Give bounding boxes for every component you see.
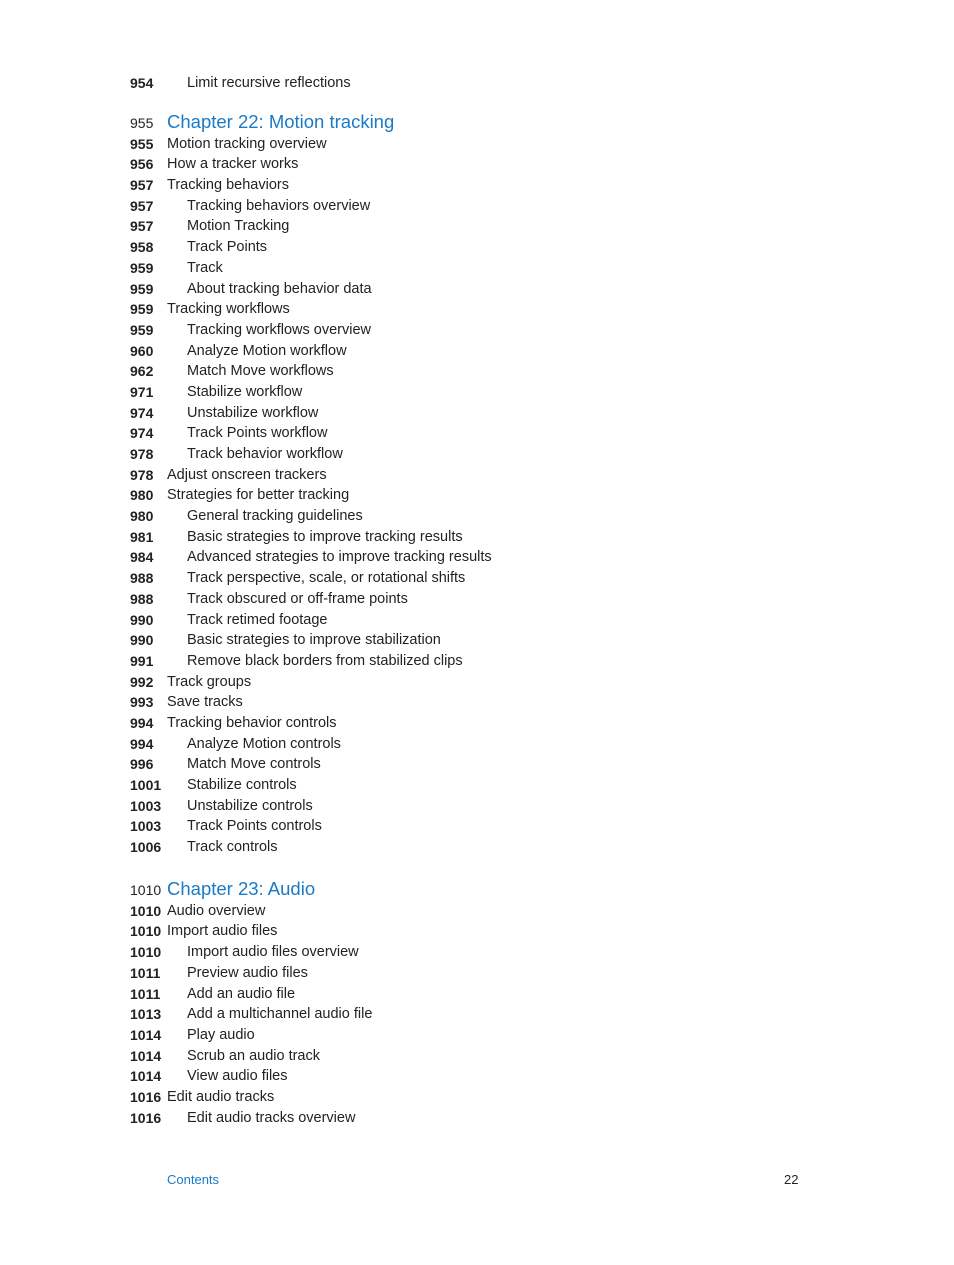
toc-subsection-entry[interactable] xyxy=(130,589,830,610)
toc-entry-title[interactable]: Play audio xyxy=(187,1026,255,1043)
toc-page-number: 957 xyxy=(130,218,154,235)
toc-page-number: 955 xyxy=(130,114,154,131)
toc-entry-title[interactable]: Track controls xyxy=(187,839,278,856)
toc-entry-title[interactable]: Basic strategies to improve tracking results xyxy=(187,528,463,545)
toc-entry-title[interactable]: Edit audio tracks overview xyxy=(187,1109,356,1126)
toc-entry-title[interactable]: Import audio files xyxy=(167,923,278,940)
toc-page-number: 988 xyxy=(130,570,154,587)
toc-page-number: 971 xyxy=(130,383,154,400)
toc-page-number: 959 xyxy=(130,259,154,276)
toc-page-number: 996 xyxy=(130,756,154,773)
toc-subsection-entry[interactable] xyxy=(130,1046,830,1067)
toc-section-entry[interactable] xyxy=(130,134,830,155)
toc-subsection-entry[interactable] xyxy=(130,403,830,424)
toc-section-entry[interactable] xyxy=(130,901,830,922)
toc-subsection-entry[interactable] xyxy=(130,984,830,1005)
toc-page-number: 984 xyxy=(130,549,154,566)
toc-entry-title[interactable]: Match Move controls xyxy=(187,756,321,773)
toc-page-number: 1003 xyxy=(130,797,162,814)
toc-entry-title[interactable]: Unstabilize controls xyxy=(187,797,313,814)
toc-page-number: 1001 xyxy=(130,777,162,793)
toc-section-entry[interactable] xyxy=(130,299,830,320)
toc-subsection-entry[interactable] xyxy=(130,963,830,984)
toc-entry-title[interactable]: How a tracker works xyxy=(167,156,299,173)
toc-page-number: 955 xyxy=(130,135,154,152)
toc-entry-title[interactable]: Match Move workflows xyxy=(187,363,334,380)
toc-page-number: 1016 xyxy=(130,1088,162,1105)
footer-contents-link[interactable]: Contents xyxy=(167,1172,220,1187)
toc-entry-title[interactable]: Add a multichannel audio file xyxy=(187,1006,373,1023)
toc-entry-title[interactable]: View audio files xyxy=(187,1068,288,1085)
toc-subsection-entry[interactable] xyxy=(130,651,830,672)
toc-subsection-entry[interactable] xyxy=(130,73,830,94)
toc-page-number: 994 xyxy=(130,735,154,752)
toc-subsection-entry[interactable] xyxy=(130,341,830,362)
toc-entry-title[interactable]: Track retimed footage xyxy=(187,611,328,628)
toc-entry-title[interactable]: Chapter 23: Audio xyxy=(167,877,316,899)
footer-page-number: 22 xyxy=(784,1172,799,1187)
toc-page-number: 980 xyxy=(130,487,154,504)
toc-entry-title[interactable]: Track behavior workflow xyxy=(187,446,343,462)
toc-subsection-entry[interactable] xyxy=(130,320,830,341)
toc-page-number: 1006 xyxy=(130,839,162,856)
toc-section-entry[interactable] xyxy=(130,713,830,734)
toc-page-number: 1011 xyxy=(130,964,161,981)
toc-entry-title[interactable]: General tracking guidelines xyxy=(187,508,363,525)
toc-page-number: 994 xyxy=(130,714,154,731)
toc-section-entry[interactable] xyxy=(130,175,830,196)
toc-page-number: 981 xyxy=(130,528,154,545)
toc-entry-title[interactable]: Basic strategies to improve stabilization xyxy=(187,632,441,649)
toc-page-number: 974 xyxy=(130,425,154,442)
toc-page-number: 959 xyxy=(130,301,154,318)
toc-page-number: 960 xyxy=(130,342,154,359)
toc-subsection-entry[interactable] xyxy=(130,1025,830,1046)
toc-subsection-entry[interactable] xyxy=(130,258,830,279)
toc-entry-title[interactable]: Track Points xyxy=(187,239,268,256)
toc-entry-title[interactable]: Tracking behaviors xyxy=(167,177,289,194)
toc-entry-title[interactable]: Audio overview xyxy=(167,902,266,919)
toc-subsection-entry[interactable] xyxy=(130,796,830,817)
toc-subsection-entry[interactable] xyxy=(130,279,830,300)
toc-entry-title[interactable]: Tracking behavior controls xyxy=(167,714,337,731)
toc-page-number: 990 xyxy=(130,611,154,628)
toc-entry-title[interactable]: Adjust onscreen trackers xyxy=(167,466,327,483)
toc-page-number: 958 xyxy=(130,239,154,256)
toc-page-number: 988 xyxy=(130,590,154,607)
toc-page-number: 993 xyxy=(130,694,154,711)
toc-subsection-entry[interactable] xyxy=(130,630,830,651)
toc-section-entry[interactable] xyxy=(130,672,830,693)
toc-page-number: 1014 xyxy=(130,1068,162,1085)
toc-entry-title[interactable]: Tracking workflows xyxy=(167,301,290,318)
toc-subsection-entry[interactable] xyxy=(130,547,830,568)
toc-page-number: 1014 xyxy=(130,1026,162,1043)
toc-page-number: 974 xyxy=(130,404,154,421)
toc-page-number: 959 xyxy=(130,321,154,338)
toc-entry-title[interactable]: Preview audio files xyxy=(187,964,308,981)
toc-chapter-heading[interactable] xyxy=(130,877,830,901)
toc-subsection-entry[interactable] xyxy=(130,382,830,403)
toc-subsection-entry[interactable] xyxy=(130,444,830,465)
toc-entry-title[interactable]: Tracking behaviors overview xyxy=(187,197,371,214)
toc-page-number: 980 xyxy=(130,508,154,525)
toc-entry-title[interactable]: Strategies for better tracking xyxy=(167,487,350,504)
toc-entry-title[interactable]: Stabilize controls xyxy=(187,777,297,793)
toc-chapter-heading[interactable] xyxy=(130,110,830,134)
toc-subsection-entry[interactable] xyxy=(130,1108,830,1129)
toc-page-number: 1010 xyxy=(130,944,162,961)
toc-entry-title[interactable]: Add an audio file xyxy=(187,985,296,1002)
toc-subsection-entry[interactable] xyxy=(130,1066,830,1087)
toc-page-number: 954 xyxy=(130,75,154,91)
toc-section-entry[interactable] xyxy=(130,154,830,175)
toc-subsection-entry[interactable] xyxy=(130,754,830,775)
toc-section-entry[interactable] xyxy=(130,692,830,713)
toc-entry-title[interactable]: Edit audio tracks xyxy=(167,1088,275,1105)
toc-page-number: 992 xyxy=(130,673,154,690)
toc-page-number: 978 xyxy=(130,446,154,462)
toc-entry-title[interactable]: Analyze Motion controls xyxy=(187,735,341,752)
toc-page-number: 1014 xyxy=(130,1047,162,1064)
toc-entry-title[interactable]: Stabilize workflow xyxy=(187,383,303,400)
toc-subsection-entry[interactable] xyxy=(130,775,830,796)
toc-entry-title[interactable]: Track perspective, scale, or rotational shifts xyxy=(187,570,466,587)
toc-subsection-entry[interactable] xyxy=(130,610,830,631)
toc-entry-title[interactable]: Import audio files overview xyxy=(187,944,359,961)
toc-entry-title[interactable]: Tracking workflows overview xyxy=(187,321,371,338)
toc-entry-title[interactable]: Track xyxy=(187,259,223,276)
toc-subsection-entry[interactable] xyxy=(130,527,830,548)
toc-section-entry[interactable] xyxy=(130,485,830,506)
toc-entry-title[interactable]: Limit recursive reflections xyxy=(187,75,351,91)
toc-entry-title[interactable]: About tracking behavior data xyxy=(187,280,372,297)
toc-entry-title[interactable]: Remove black borders from stabilized clips xyxy=(187,652,463,669)
toc-page-number: 1010 xyxy=(130,923,162,940)
toc-page-number: 1016 xyxy=(130,1109,162,1126)
toc-subsection-entry[interactable] xyxy=(130,734,830,755)
toc-entry-title[interactable]: Motion Tracking xyxy=(187,218,290,235)
toc-page-number: 957 xyxy=(130,197,154,214)
toc-section-entry[interactable] xyxy=(130,1087,830,1108)
toc-page-number: 956 xyxy=(130,156,154,173)
toc-subsection-entry[interactable] xyxy=(130,196,830,217)
toc-entry-title[interactable]: Motion tracking overview xyxy=(167,135,327,152)
toc-subsection-entry[interactable] xyxy=(130,237,830,258)
toc-page-number: 962 xyxy=(130,363,154,380)
toc-page-number: 957 xyxy=(130,177,154,194)
toc-entry-title[interactable]: Track Points workflow xyxy=(187,425,328,442)
toc-entry-title[interactable]: Track Points controls xyxy=(187,818,322,835)
toc-entry-title[interactable]: Save tracks xyxy=(167,694,243,711)
toc-subsection-entry[interactable] xyxy=(130,942,830,963)
toc-page-number: 1011 xyxy=(130,985,161,1002)
toc-subsection-entry[interactable] xyxy=(130,837,830,858)
toc-entry-title[interactable]: Track obscured or off-frame points xyxy=(187,590,408,607)
toc-section-entry[interactable] xyxy=(130,465,830,486)
toc-entry-title[interactable]: Chapter 22: Motion tracking xyxy=(167,110,395,132)
toc-section-entry[interactable] xyxy=(130,921,830,942)
toc-page-number: 1010 xyxy=(130,902,162,919)
toc-page-number: 1003 xyxy=(130,818,162,835)
toc-entry-title[interactable]: Scrub an audio track xyxy=(187,1047,320,1064)
toc-subsection-entry[interactable] xyxy=(130,423,830,444)
table-of-contents xyxy=(130,73,830,1128)
toc-page-number: 990 xyxy=(130,632,154,649)
toc-page-number: 959 xyxy=(130,280,154,297)
toc-subsection-entry[interactable] xyxy=(130,568,830,589)
toc-entry-title[interactable]: Advanced strategies to improve tracking results xyxy=(187,549,492,566)
toc-entry-title[interactable]: Track groups xyxy=(167,673,252,690)
toc-subsection-entry[interactable] xyxy=(130,216,830,237)
toc-subsection-entry[interactable] xyxy=(130,506,830,527)
toc-subsection-entry[interactable] xyxy=(130,1004,830,1025)
toc-subsection-entry[interactable] xyxy=(130,361,830,382)
toc-page-number: 978 xyxy=(130,466,154,483)
toc-subsection-entry[interactable] xyxy=(130,816,830,837)
toc-page-number: 991 xyxy=(130,652,154,669)
toc-page-number: 1010 xyxy=(130,881,162,898)
toc-entry-title[interactable]: Analyze Motion workflow xyxy=(187,342,347,359)
toc-entry-title[interactable]: Unstabilize workflow xyxy=(187,404,319,421)
toc-page-number: 1013 xyxy=(130,1006,162,1023)
